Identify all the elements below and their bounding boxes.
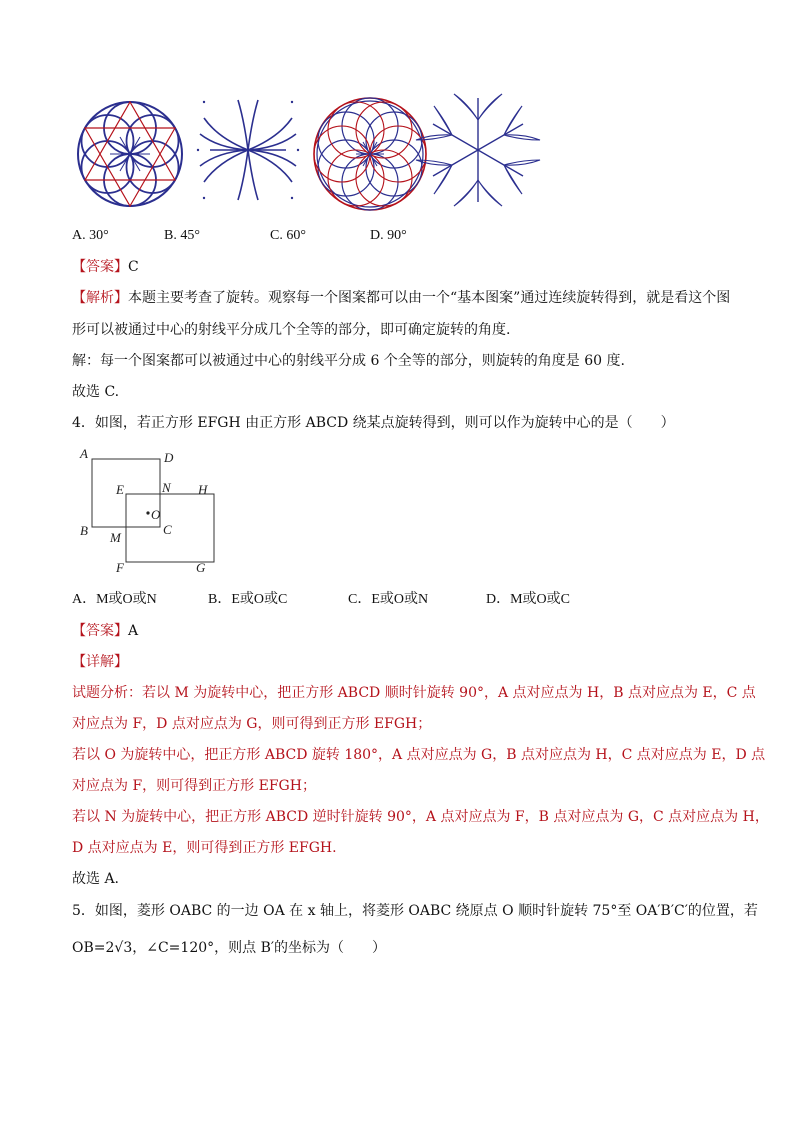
q3-figure-2 xyxy=(197,100,299,200)
q3-figure-4 xyxy=(416,94,540,206)
q4-answer xyxy=(72,621,138,641)
label-d: D xyxy=(164,450,174,465)
q4-detail-line-5: 若以 N 为旋转中心，把正方形 ABCD 逆时针旋转 90°，A 点对应点为 F，B 点对应点为 G，C 点对应点为 H， xyxy=(72,809,769,825)
answer-tag: 【答案】 xyxy=(72,623,128,639)
q3-option-b: B. 45° xyxy=(164,228,200,243)
label-a: A xyxy=(80,446,88,461)
q3-solution: 解：每一个图案都可以被通过中心的射线平分成 6 个全等的部分，则旋转的角度是 60 度. xyxy=(72,353,625,369)
q4-stem: 4．如图，若正方形 EFGH 由正方形 ABCD 绕某点旋转得到，则可以作为旋转中心的是（ ） xyxy=(72,415,675,431)
q3-analysis-line1 xyxy=(72,288,730,308)
q5-rest: ，∠C=120°，则点 B′的坐标为（ ） xyxy=(132,940,387,956)
q4-detail-line-4: 对应点为 F，则可得到正方形 EFGH； xyxy=(72,778,316,794)
q4-detail-line-1: 试题分析：若以 M 为旋转中心，把正方形 ABCD 顺时针旋转 90°，A 点对应点为 H，B 点对应点为 E，C 点 xyxy=(72,685,756,701)
answer-tag: 【答案】 xyxy=(72,259,128,275)
answer-value: A xyxy=(128,623,139,639)
q4-choose: 故选 A. xyxy=(72,871,120,887)
q3-option-a: A. 30° xyxy=(72,228,109,243)
q4-detail-line-2: 对应点为 F，D 点对应点为 G，则可得到正方形 EFGH； xyxy=(72,716,432,732)
analysis-text-1: 本题主要考查了旋转。观察每一个图案都可以由一个“基本图案”通过连续旋转得到，就是看这个图 xyxy=(128,290,731,306)
q5-line2 xyxy=(72,938,386,958)
label-n: N xyxy=(162,480,171,495)
q5-ob: OB=2 xyxy=(72,940,115,956)
q3-option-d: D. 90° xyxy=(370,228,407,243)
q4-detail-line-3: 若以 O 为旋转中心，把正方形 ABCD 旋转 180°，A 点对应点为 G，B 点对应点为 H，C 点对应点为 E，D 点 xyxy=(72,747,766,763)
q3-option-c: C. 60° xyxy=(270,228,306,243)
q4-option-d: D．M或O或C xyxy=(486,592,571,607)
q3-choose: 故选 C. xyxy=(72,384,120,400)
q4-option-b: B．E或O或C xyxy=(208,592,288,607)
q4-figure xyxy=(72,444,232,576)
point-o xyxy=(146,511,149,514)
label-e: E xyxy=(116,482,124,497)
q3-figure-3 xyxy=(314,98,426,210)
q4-detail-line-6: D 点对应点为 E，则可得到正方形 EFGH. xyxy=(72,840,337,856)
q4-option-a: A．M或O或N xyxy=(72,592,157,607)
answer-value: C xyxy=(128,259,139,275)
label-b: B xyxy=(80,523,88,538)
label-c: C xyxy=(163,522,172,537)
label-m: M xyxy=(110,530,121,545)
label-f: F xyxy=(116,560,124,575)
q4-detail-tag: 【详解】 xyxy=(72,654,128,670)
analysis-tag: 【解析】 xyxy=(72,290,128,306)
q4-option-c: C．E或O或N xyxy=(348,592,429,607)
q3-analysis-line2: 形可以被通过中心的射线平分成几个全等的部分，即可确定旋转的角度. xyxy=(72,322,511,338)
q3-answer xyxy=(72,257,139,277)
label-g: G xyxy=(196,560,206,575)
label-h: H xyxy=(198,482,208,497)
q5-line1: 5．如图，菱形 OABC 的一边 OA 在 x 轴上，将菱形 OABC 绕原点 O 顺时针旋转 75°至 OA′B′C′的位置，若 xyxy=(72,903,758,919)
label-o: O xyxy=(151,507,161,522)
q3-figure-row xyxy=(72,92,548,212)
sqrt-three: √3 xyxy=(114,940,133,956)
q3-figure-1 xyxy=(78,102,182,206)
